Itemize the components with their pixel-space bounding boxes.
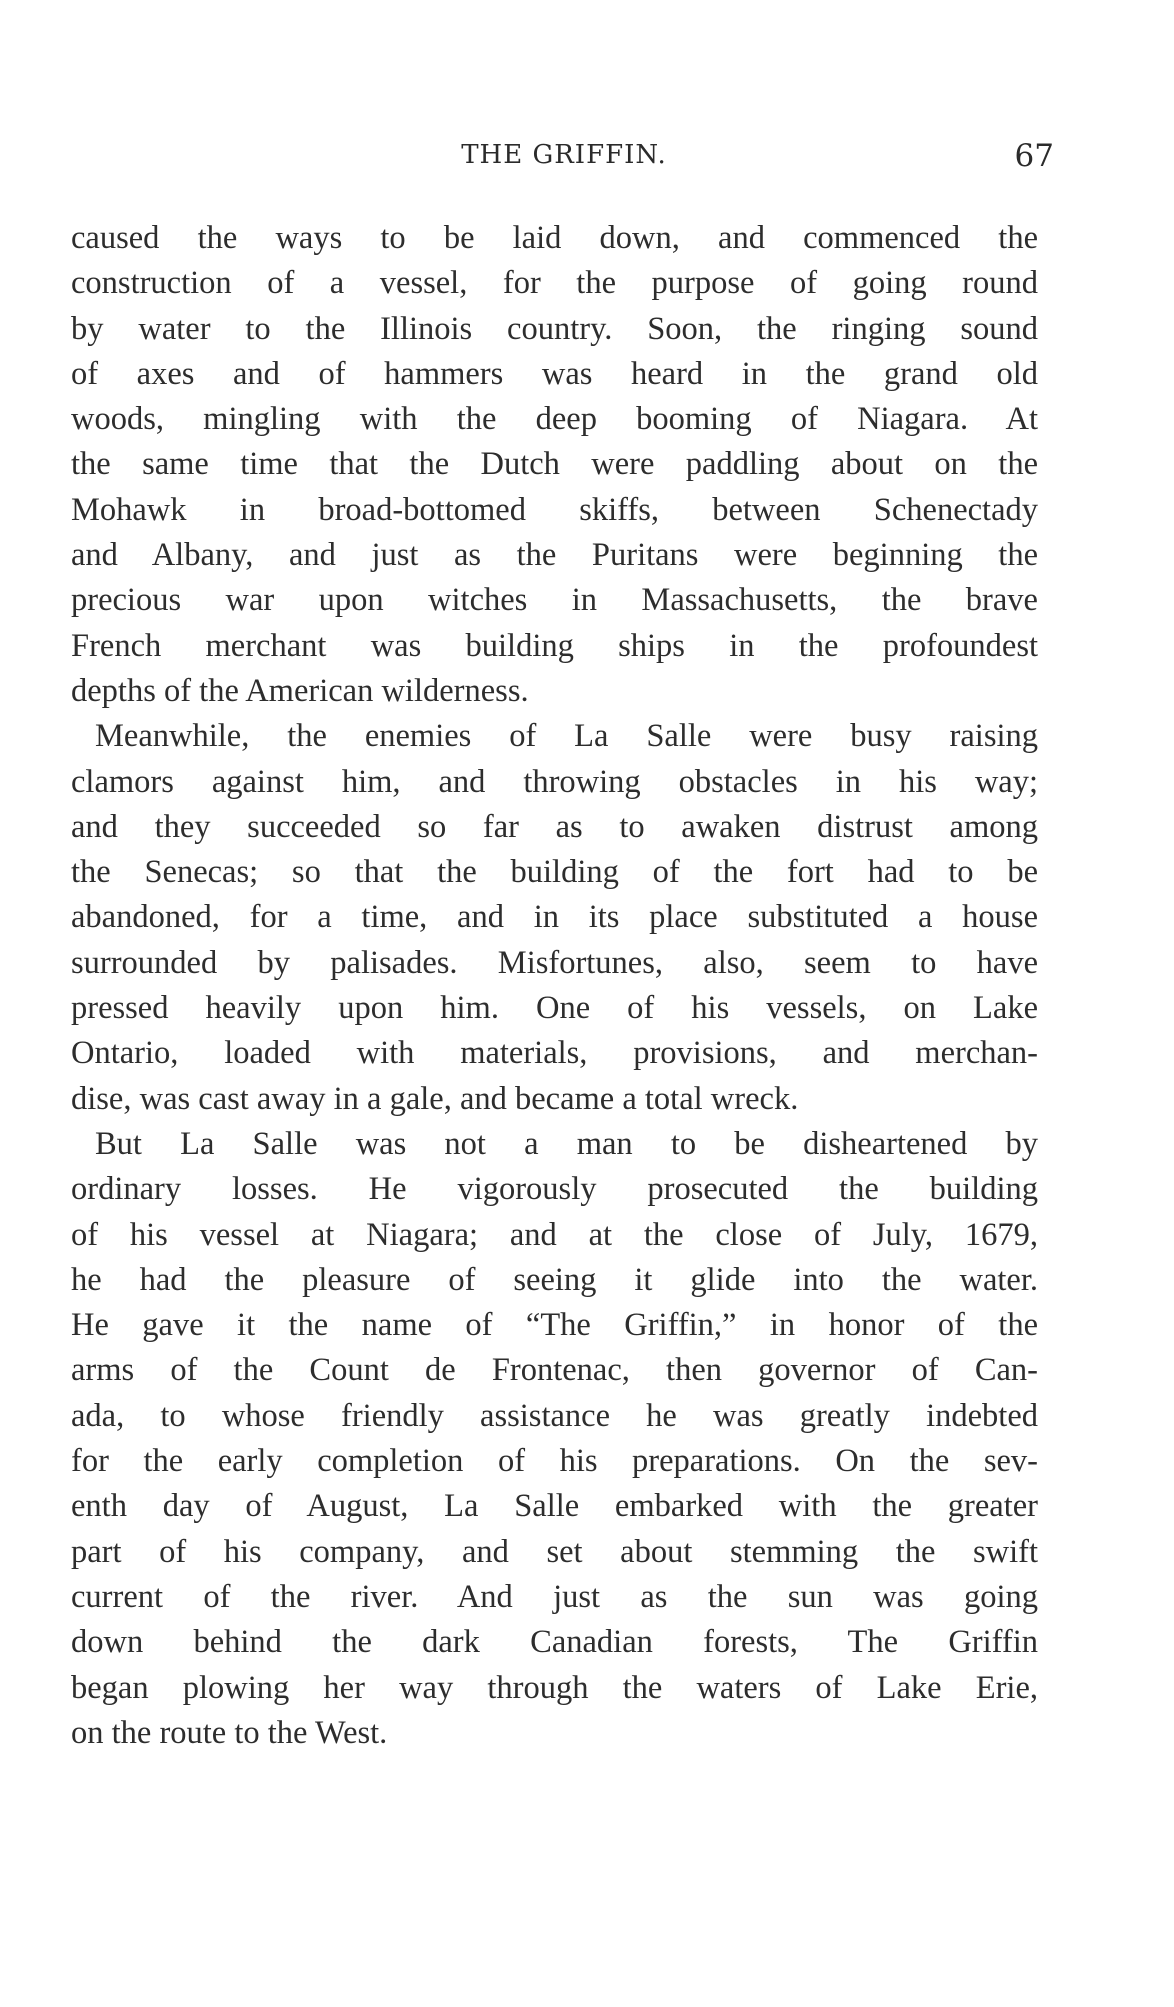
- page-number: 67: [1014, 138, 1054, 174]
- text-line: Mohawk in broad-bottomed skiffs, between Schenectady: [71, 491, 1038, 528]
- text-line: ordinary losses. He vigorously prosecuted the building: [71, 1171, 1038, 1208]
- text-line: construction of a vessel, for the purpose of going round: [71, 265, 1038, 302]
- text-line: arms of the Count de Frontenac, then governor of Can-: [71, 1352, 1038, 1389]
- paragraph-start-line: Meanwhile, the enemies of La Salle were busy raising: [95, 718, 1038, 755]
- text-line: of axes and of hammers was heard in the grand old: [71, 355, 1038, 392]
- paragraph-end-line: on the route to the West.: [71, 1714, 388, 1751]
- text-line: and they succeeded so far as to awaken distrust among: [71, 808, 1038, 845]
- text-line: enth day of August, La Salle embarked with the greater: [71, 1488, 1038, 1525]
- text-line: abandoned, for a time, and in its place substituted a house: [71, 899, 1038, 936]
- body-text: [71, 216, 1038, 1756]
- text-line: precious war upon witches in Massachusetts, the brave: [71, 582, 1038, 619]
- text-line: current of the river. And just as the sun was going: [71, 1578, 1038, 1615]
- text-line: woods, mingling with the deep booming of Niagara. At: [71, 401, 1038, 438]
- text-line: caused the ways to be laid down, and commenced the: [71, 220, 1038, 256]
- text-line: pressed heavily upon him. One of his vessels, on Lake: [71, 990, 1038, 1027]
- text-line: and Albany, and just as the Puritans were beginning the: [71, 537, 1038, 574]
- text-line: surrounded by palisades. Misfortunes, also, seem to have: [71, 944, 1038, 981]
- running-head: [74, 140, 1054, 180]
- text-line: for the early completion of his preparations. On the sev-: [71, 1443, 1038, 1480]
- text-line: by water to the Illinois country. Soon, the ringing sound: [71, 310, 1038, 347]
- text-line: He gave it the name of “The Griffin,” in honor of the: [71, 1307, 1038, 1344]
- text-line: began plowing her way through the waters of Lake Erie,: [71, 1669, 1038, 1706]
- text-line: part of his company, and set about stemming the swift: [71, 1533, 1038, 1570]
- running-title: THE GRIFFIN.: [461, 140, 667, 170]
- text-line: the Senecas; so that the building of the fort had to be: [71, 854, 1038, 891]
- text-line: Ontario, loaded with materials, provisions, and merchan-: [71, 1035, 1038, 1072]
- text-line: clamors against him, and throwing obstacles in his way;: [71, 763, 1038, 800]
- text-line: the same time that the Dutch were paddling about on the: [71, 446, 1038, 483]
- text-line: French merchant was building ships in the profoundest: [71, 627, 1038, 664]
- paragraph-start-line: But La Salle was not a man to be disheartened by: [95, 1125, 1038, 1162]
- text-line: ada, to whose friendly assistance he was greatly indebted: [71, 1397, 1038, 1434]
- text-line: he had the pleasure of seeing it glide into the water.: [71, 1261, 1038, 1298]
- text-line: of his vessel at Niagara; and at the close of July, 1679,: [71, 1216, 1038, 1253]
- paragraph-end-line: depths of the American wilderness.: [71, 672, 529, 709]
- text-line: down behind the dark Canadian forests, The Griffin: [71, 1624, 1038, 1661]
- paragraph-end-line: dise, was cast away in a gale, and became a total wreck.: [71, 1080, 799, 1117]
